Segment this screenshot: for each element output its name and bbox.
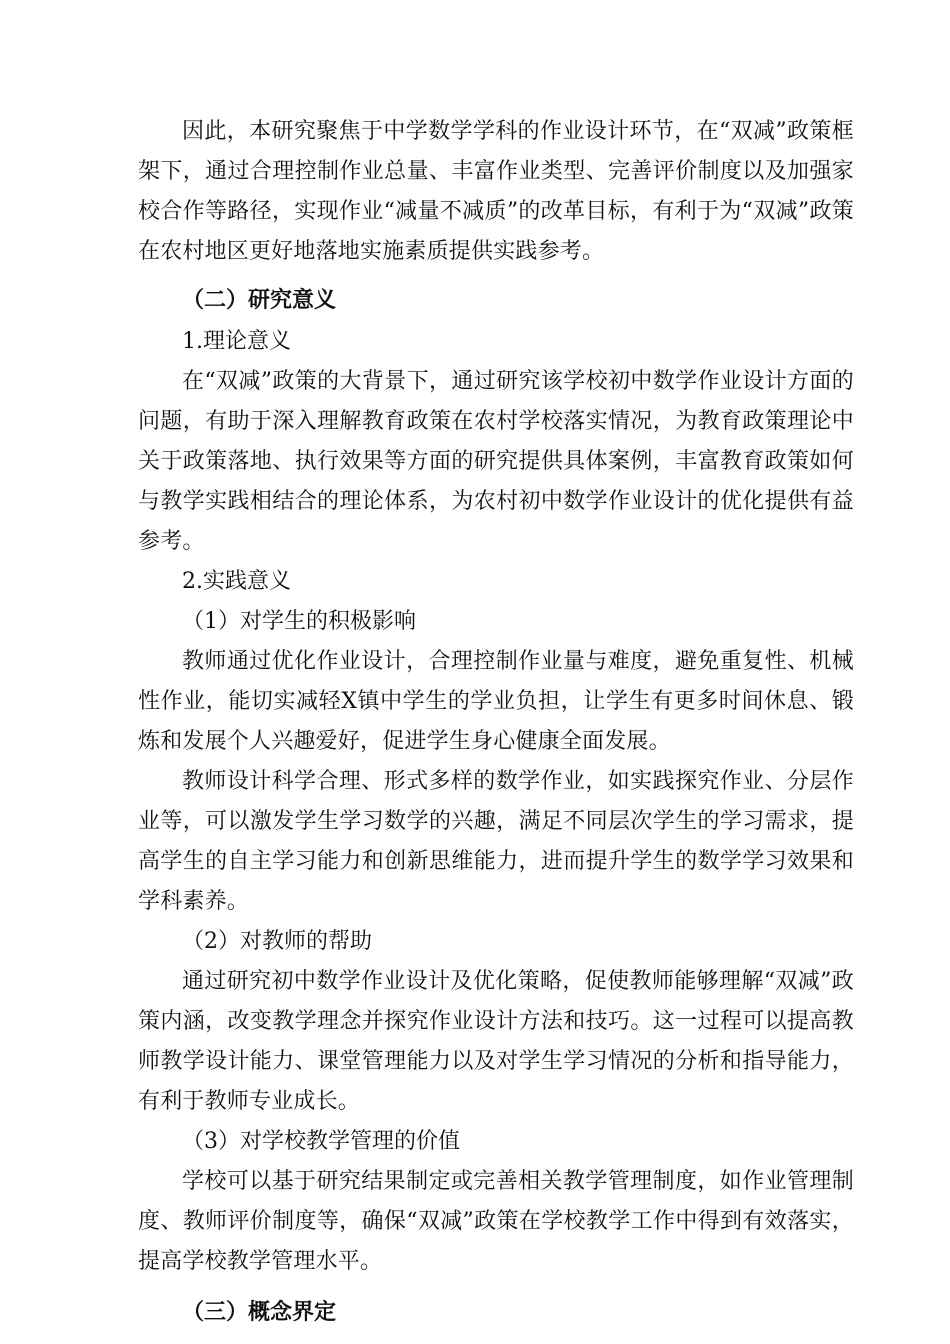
intro-paragraph: 因此，本研究聚焦于中学数学学科的作业设计环节，在“双减”政策框架下，通过合理控制作业总量、丰富作业类型、完善评价制度以及加强家校合作等路径，实现作业“减量不减质”的改革目标，有利于为“双减”政策在农村地区更好地落地实施素质提供实践参考。 bbox=[138, 119, 854, 264]
teacher-paragraph: 通过研究初中数学作业设计及优化策略，促使教师能够理解“双减”政策内涵，改变教学理念并探究作业设计方法和技巧。这一过程可以提高教师教学设计能力、课堂管理能力以及对学生学习情况的分析和指导能力，有利于教师专业成长。 bbox=[138, 969, 854, 1114]
student-paragraph-1: 教师通过优化作业设计，合理控制作业量与难度，避免重复性、机械性作业，能切实减轻X镇中学生的学业负担，让学生有更多时间休息、锻炼和发展个人兴趣爱好，促进学生身心健康全面发展。 bbox=[138, 649, 854, 754]
document-content bbox=[138, 112, 854, 1332]
subsubheading-teachers: （2）对教师的帮助 bbox=[182, 929, 372, 954]
section-heading-concept-definition: （三）概念界定 bbox=[182, 1299, 337, 1325]
theory-paragraph: 在“双减”政策的大背景下，通过研究该学校初中数学作业设计方面的问题，有助于深入理解教育政策在农村学校落实情况，为教育政策理论中关于政策落地、执行效果等方面的研究提供具体案例，丰富教育政策如何与教学实践相结合的理论体系，为农村初中数学作业设计的优化提供有益参考。 bbox=[138, 369, 854, 554]
subheading-practice: 2.实践意义 bbox=[182, 569, 291, 594]
subheading-theory: 1.理论意义 bbox=[182, 329, 291, 354]
section-heading-research-significance: （二）研究意义 bbox=[182, 287, 337, 313]
subsubheading-students: （1）对学生的积极影响 bbox=[182, 609, 416, 634]
school-paragraph: 学校可以基于研究结果制定或完善相关教学管理制度，如作业管理制度、教师评价制度等，确保“双减”政策在学校教学工作中得到有效落实，提高学校教学管理水平。 bbox=[138, 1169, 854, 1274]
subsubheading-school: （3）对学校教学管理的价值 bbox=[182, 1129, 460, 1154]
student-paragraph-2: 教师设计科学合理、形式多样的数学作业，如实践探究作业、分层作业等，可以激发学生学习数学的兴趣，满足不同层次学生的学习需求，提高学生的自主学习能力和创新思维能力，进而提升学生的数学学习效果和学科素养。 bbox=[138, 769, 854, 914]
